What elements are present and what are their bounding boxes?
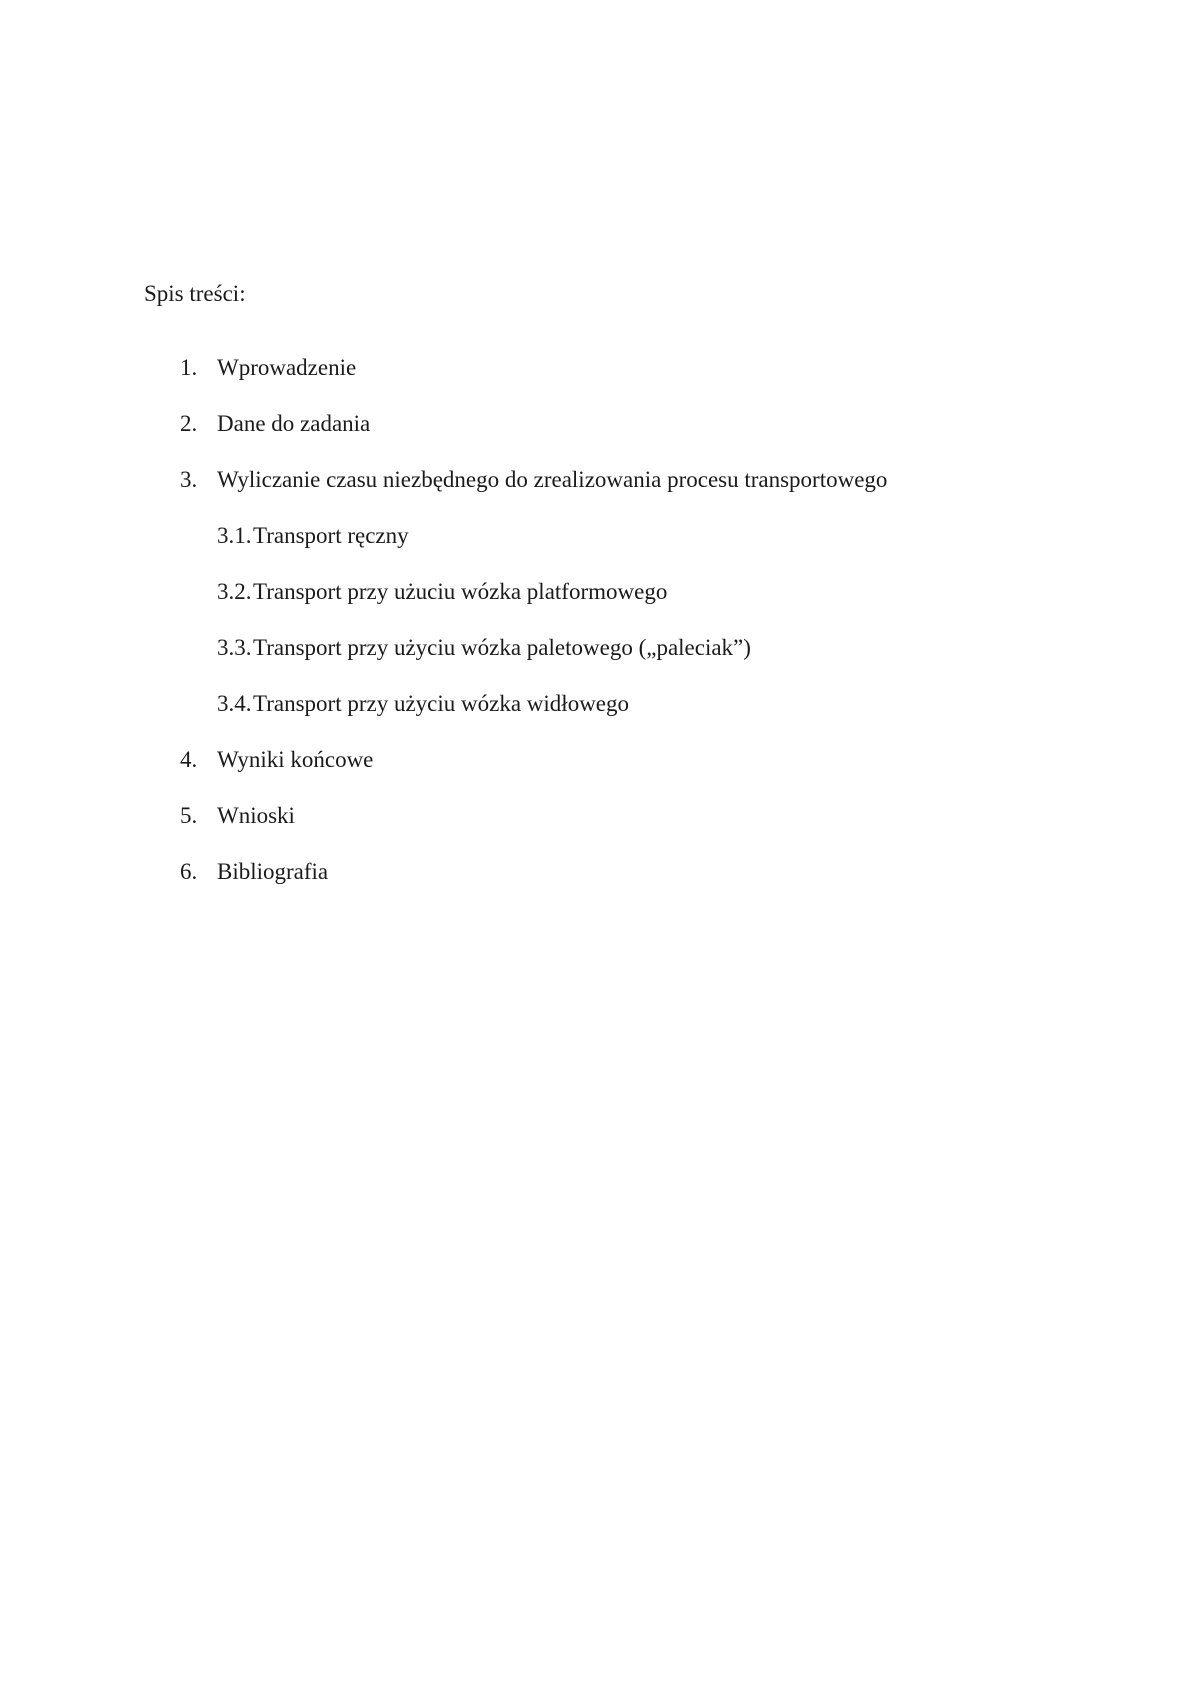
toc-item-number: 3.2. — [217, 579, 252, 604]
toc-item-label: Bibliografia — [217, 859, 329, 884]
toc-item-label: Wprowadzenie — [217, 355, 357, 380]
toc-item-label: Dane do zadania — [217, 411, 371, 436]
toc-item-number: 5. — [180, 803, 198, 828]
toc-item-number: 3.1. — [217, 523, 252, 548]
toc-item-label: Wnioski — [217, 803, 295, 828]
toc-item-label: Transport przy użyciu wózka paletowego („paleciak”) — [253, 635, 751, 660]
toc-item-label: Transport przy użuciu wózka platformowego — [253, 579, 668, 604]
toc-item-number: 3.4. — [217, 691, 252, 716]
toc-item-number: 6. — [180, 859, 198, 884]
toc-item-label: Wyniki końcowe — [217, 747, 374, 772]
toc-item-number: 4. — [180, 747, 198, 772]
toc-item-label: Wyliczanie czasu niezbędnego do zrealizowania procesu transportowego — [217, 467, 888, 492]
toc-item-number: 3. — [180, 467, 198, 492]
toc-item-label: Transport ręczny — [253, 523, 409, 548]
toc-item-number: 3.3. — [217, 635, 252, 660]
toc-item-number: 2. — [180, 411, 198, 436]
toc-item-number: 1. — [180, 355, 198, 380]
toc-title: Spis treści: — [144, 281, 246, 306]
toc-item-label: Transport przy użyciu wózka widłowego — [253, 691, 630, 716]
